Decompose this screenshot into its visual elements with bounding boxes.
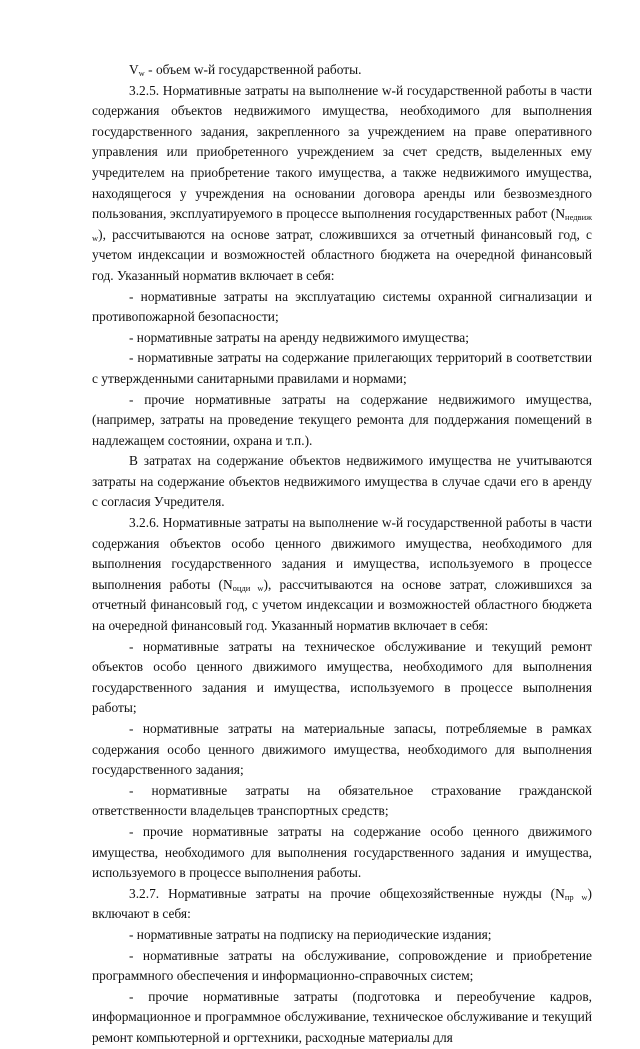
text-run: ), рассчитываются на основе затрат, сложившихся за отчетный финансовый год, с учетом индексации и возможностей областного бюджета на очередной финансовый год. Указанный норматив включает в себя: [92,226,592,283]
list-item-paragraph [92,287,592,328]
text-run: 3.2.5. Нормативные затраты на выполнение w-й государственной работы в части содержания объектов недвижимого имущества, необходимого для выполнения государственного задания, закрепленного за учреждением на праве оперативного управления или приобретенного учреждением за счет средств, выделенных ему учредителем на приобретение такого имущества, а также недвижимого имущества, находящегося у учреждения на основании договора аренды или безвозмездного пользования, эксплуатируемого в процессе выполнения государственных работ (N [92,82,592,222]
subscript-index: пр w [564,891,588,902]
body-paragraph [92,884,592,925]
text-run: - прочие нормативные затраты на содержание недвижимого имущества, (например, затраты на проведение текущего ремонта для поддержания помещений в надлежащем состоянии, охрана и т.п.). [92,391,592,448]
text-run: ) включают в себя: [92,885,593,922]
text-run: - нормативные затраты на техническое обслуживание и текущий ремонт объектов особо ценного движимого имущества, необходимого для выполнения государственного задания и имущества, используемого в процессе выполнения работы; [92,638,592,716]
document-body [92,60,592,1049]
list-item-paragraph [92,946,592,987]
text-run: - прочие нормативные затраты (подготовка и переобучение кадров, информационное и программное обслуживание, техническое обслуживание и текущий ремонт компьютерной и оргтехники, расходные материалы для [92,988,592,1045]
list-item-paragraph [92,781,592,822]
text-run: - нормативные затраты на аренду недвижимого имущества; [129,329,469,345]
body-paragraph [92,451,592,513]
body-paragraph [92,81,592,287]
body-paragraph [92,60,592,81]
text-run: 3.2.7. Нормативные затраты на прочие общехозяйственные нужды (N [129,885,565,901]
text-run: - нормативные затраты на материальные запасы, потребляемые в рамках содержания особо ценного движимого имущества, необходимого для выполнения государственного задания; [92,721,592,778]
text-run: - нормативные затраты на обслуживание, сопровождение и приобретение программного обеспечения и информационно-справочных систем; [92,947,592,984]
list-item-paragraph [92,637,592,719]
body-paragraph [92,513,592,637]
list-item-paragraph [92,925,592,946]
text-run: V [129,62,139,77]
text-run: ), рассчитываются на основе затрат, сложившихся за отчетный финансовый год, с учетом индексации и возможностей областного бюджета на очередной финансовый год. Указанный норматив включает в себя: [92,576,592,634]
subscript-index: оцди w [232,582,264,593]
list-item-paragraph [92,348,592,389]
text-run: - нормативные затраты на обязательное страхование гражданской ответственности владельцев транспортных средств; [92,782,592,819]
list-item-paragraph [92,390,592,452]
list-item-paragraph [92,719,592,781]
subscript-index: w [138,68,145,78]
subscript-index: недвиж w [92,212,592,243]
text-run: 3.2.6. Нормативные затраты на выполнение w-й государственной работы в части содержания объектов особо ценного движимого имущества, необходимого для выполнения государственного задания и имущества, используемого в процессе выполнения работы (N [92,515,592,592]
text-run: - нормативные затраты на эксплуатацию системы охранной сигнализации и противопожарной безопасности; [92,288,592,325]
text-run: - нормативные затраты на содержание прилегающих территорий в соответствии с утвержденными санитарными правилами и нормами; [92,350,592,386]
text-run: - нормативные затраты на подписку на периодические издания; [129,926,492,942]
text-run: - прочие нормативные затраты на содержание особо ценного движимого имущества, необходимого для выполнения государственного задания и имущества, используемого в процессе выполнения работы. [92,823,592,881]
text-run: - объем w-й государственной работы. [144,62,362,77]
list-item-paragraph [92,822,592,884]
list-item-paragraph [92,987,592,1049]
text-run: В затратах на содержание объектов недвижимого имущества не учитываются затраты на содержание объектов недвижимого имущества в случае сдачи его в аренду с согласия Учредителя. [92,453,592,510]
list-item-paragraph [92,328,592,349]
